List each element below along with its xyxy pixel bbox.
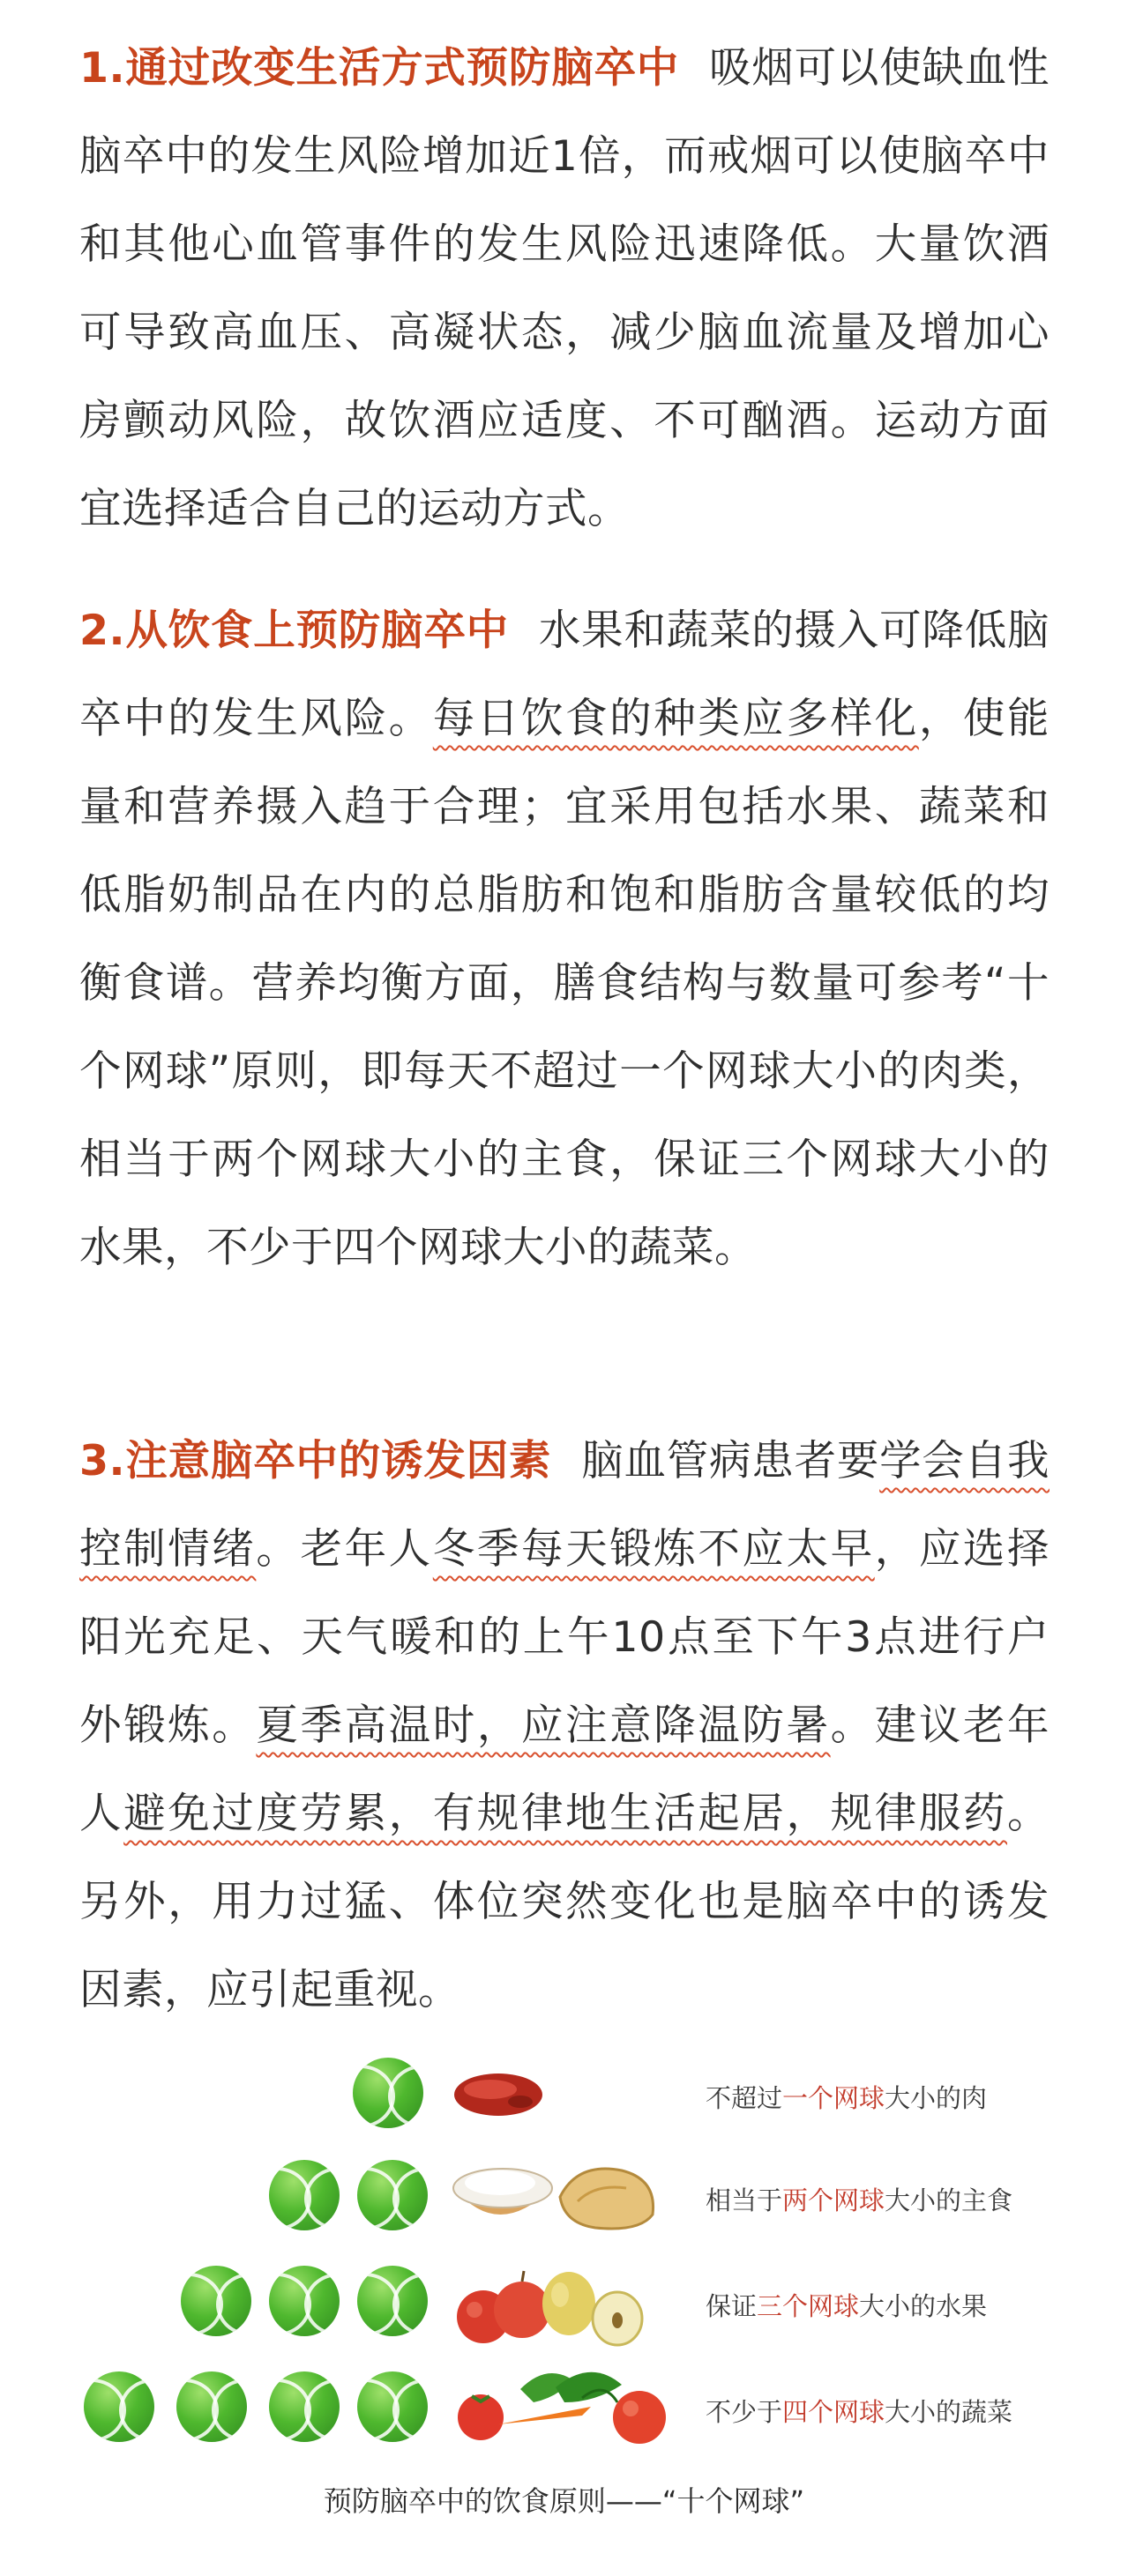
section-2-paragraph — [79, 587, 1050, 1292]
section-3-text-i: 。另外，用力过猛、体位突然变化也是脑卒中的诱发因素，应引起重视。 — [79, 1790, 1050, 2014]
section-3-text-c: 。老年人 — [256, 1525, 433, 1574]
section-3-paragraph — [79, 1418, 1050, 2035]
row-staple — [0, 2160, 1128, 2239]
row-meat — [0, 2058, 1128, 2137]
label-fruit: 保证三个网球大小的水果 — [706, 2291, 988, 2321]
section-2-text-a: 水果和蔬菜的摄入可降低脑卒中的发生风险。 — [79, 607, 1050, 743]
fruit-icon — [450, 2255, 661, 2352]
tennis-ball-icon — [176, 2371, 247, 2442]
tennis-ball-icon — [269, 2160, 340, 2230]
section-3-underlined-text-2: 冬季每天锻炼不应太早 — [432, 1525, 875, 1574]
illustration-caption: 预防脑卒中的饮食原则——“十个网球” — [323, 2484, 805, 2518]
tennis-ball-icon — [269, 2266, 340, 2336]
label-staple: 相当于两个网球大小的主食 — [706, 2185, 1013, 2215]
tennis-ball-icon — [269, 2371, 340, 2442]
label-meat: 不超过一个网球大小的肉 — [706, 2083, 988, 2113]
section-1-paragraph — [79, 25, 1050, 554]
ten-tennis-balls-illustration — [0, 2045, 1128, 2574]
section-2-text-c: ，使能量和营养摄入趋于合理；宜采用包括水果、蔬菜和低脂奶制品在内的总脂肪和饱和脂肪含量较低的均衡食谱。营养均衡方面，膳食结构与数量可参考“十个网球”原则，即每天不超过一个网球大小的肉类，相当于两个网球大小的主食，保证三个网球大小的水果，不少于四个网球大小的蔬菜。 — [79, 695, 1050, 1272]
section-3-underlined-text-1: 学会自我控制情绪 — [79, 1437, 1050, 1574]
section-3-underlined-text-4: 避免过度劳累，有规律地生活起居，规律服药 — [123, 1790, 1008, 1838]
tennis-ball-icon — [84, 2371, 154, 2442]
rice-and-bread-icon — [445, 2153, 666, 2241]
meat-icon — [450, 2066, 547, 2123]
section-2-heading: 2.从饮食上预防脑卒中 — [79, 607, 509, 655]
section-3-underlined-text-3: 夏季高温时，应注意降温防暑 — [256, 1701, 831, 1750]
section-3-text-e: ，应选择阳光充足、天气暖和的上午10点至下午3点进行户外锻炼。 — [79, 1525, 1050, 1750]
tennis-ball-icon — [357, 2371, 428, 2442]
vegetables-icon — [450, 2363, 679, 2451]
tennis-ball-icon — [357, 2266, 428, 2336]
tennis-ball-icon — [353, 2058, 423, 2128]
row-vegetables — [0, 2371, 1128, 2451]
section-3-text-g: 。建议老年人 — [79, 1701, 1050, 1838]
tennis-ball-icon — [181, 2266, 251, 2336]
section-1-heading: 1.通过改变生活方式预防脑卒中 — [79, 44, 680, 93]
tennis-ball-icon — [357, 2160, 428, 2230]
section-3-heading: 3.注意脑卒中的诱发因素 — [79, 1437, 552, 1485]
section-1-text: 吸烟可以使缺血性脑卒中的发生风险增加近1倍，而戒烟可以使脑卒中和其他心血管事件的发生风险迅速降低。大量饮酒可导致高血压、高凝状态，减少脑血流量及增加心房颤动风险，故饮酒应适度、不可酗酒。运动方面宜选择适合自己的运动方式。 — [79, 44, 1050, 533]
row-fruit — [0, 2266, 1128, 2345]
section-2-underlined-text: 每日饮食的种类应多样化 — [432, 695, 919, 743]
section-3-text-a: 脑血管病患者要 — [581, 1437, 880, 1485]
label-vegetables: 不少于四个网球大小的蔬菜 — [706, 2397, 1013, 2427]
